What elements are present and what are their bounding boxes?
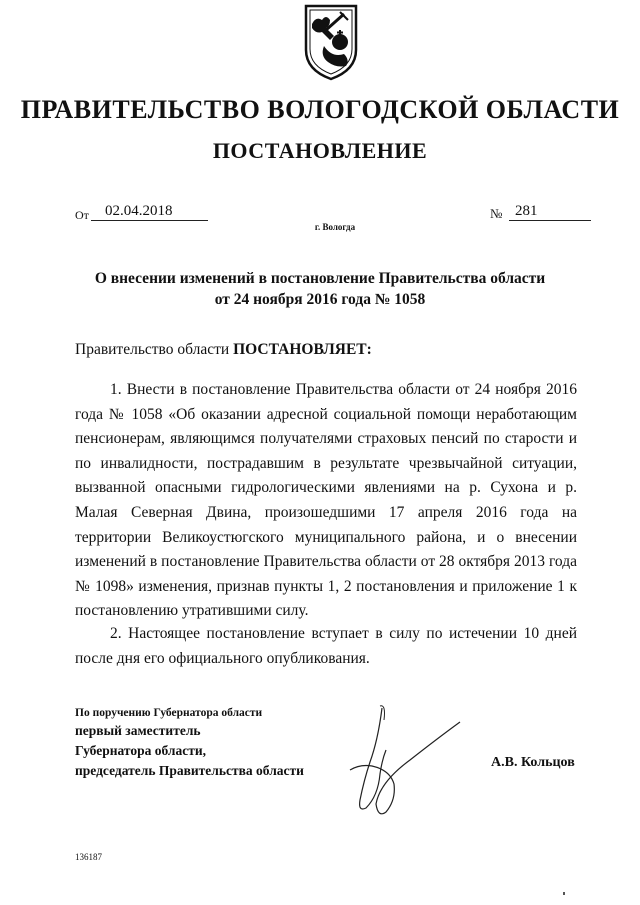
city-label: г. Вологда: [314, 222, 356, 232]
coat-of-arms-icon: [300, 2, 362, 82]
signer-name: А.В. Кольцов: [491, 755, 575, 770]
signatory-line-1: По поручению Губернатора области: [75, 707, 263, 719]
number-label: №: [490, 206, 503, 221]
signatory-line-2: первый заместитель: [75, 723, 201, 738]
handwritten-signature: [320, 700, 490, 820]
date-value: 02.04.2018: [91, 202, 208, 221]
paragraph-1: 1. Внести в постановление Правительства области от 24 ноября 2016 года № 1058 «Об оказании адресной социальной помощи неработающим пенсионерам, являющимся получателями страховых пенсий по старости и по инвалидности, пострадавшим в результате чрезвычайной ситуации, вызванной опасными гидрологическими явлениями на р. Сухона и р. Малая Северная Двина, произошедшими 17 апреля 2016 года на территории Великоустюгского муниципального района, и о внесении изменений в постановление Правительства области от 28 октября 2013 года № 1098» изменения, признав пункты 1, 2 постановления и приложение 1 к постановлению утратившими силу.: [75, 381, 577, 620]
date-label: От: [75, 208, 89, 222]
scan-speck: [563, 892, 565, 895]
registration-number: 136187: [75, 852, 102, 862]
document-type: ПОСТАНОВЛЕНИЕ: [212, 138, 428, 163]
document-subject: [60, 268, 580, 310]
paragraph-2: 2. Настоящее постановление вступает в силу по истечении 10 дней после дня его официального опубликования.: [75, 625, 577, 667]
number-value: 281: [509, 202, 591, 221]
signatory-line-3: Губернатора области,: [75, 743, 206, 758]
preamble-text: Правительство области: [75, 341, 234, 358]
subject-line-2: от 24 ноября 2016 года № 1058: [214, 291, 426, 308]
signatory-block: [75, 705, 304, 781]
organization-title: ПРАВИТЕЛЬСТВО ВОЛОГОДСКОЙ ОБЛАСТИ: [20, 95, 620, 124]
signatory-line-4: председатель Правительства области: [75, 763, 304, 778]
preamble: [75, 341, 372, 359]
preamble-decree-word: ПОСТАНОВЛЯЕТ:: [233, 341, 372, 358]
subject-line-1: О внесении изменений в постановление Правительства области: [94, 270, 546, 287]
